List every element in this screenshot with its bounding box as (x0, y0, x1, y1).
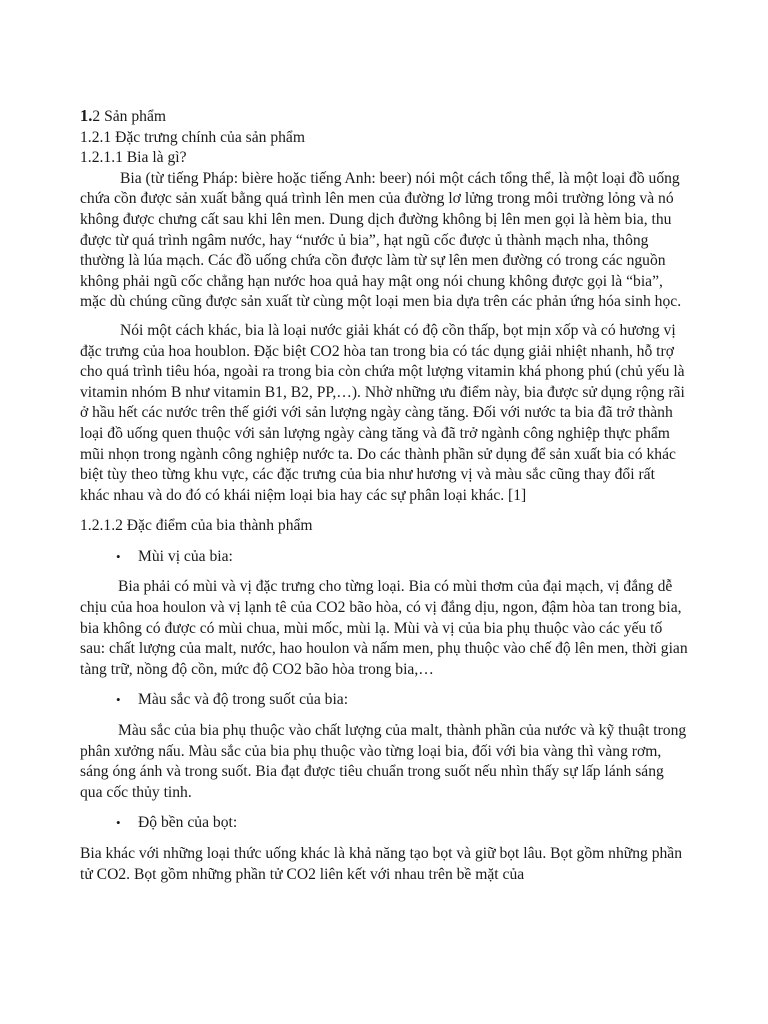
section-heading (80, 106, 688, 128)
bullet-taste (80, 547, 688, 568)
subsubsection-heading: 1.2.1.1 Bia là gì? (80, 149, 187, 167)
paragraph-color: Màu sắc của bia phụ thuộc vào chất lượng của malt, thành phần của nước và kỹ thuật trong phân xưởng nấu. Màu sắc của bia phụ thuộc vào từng loại bia, đối với bia vàng thì vàng rơm, sáng óng ánh và trong suốt. Bia đạt được tiêu chuẩn trong suốt nếu nhìn thấy sự lấp lánh sáng qua cốc thủy tinh. (80, 722, 687, 801)
bullet-label: Mùi vị của bia: (138, 547, 233, 565)
paragraph-taste: Bia phải có mùi và vị đặc trưng cho từng loại. Bia có mùi thơm của đại mạch, vị đắng dễ chịu của hoa houlon và vị lạnh tê của CO2 bão hòa, có vị đắng dịu, ngon, đậm hòa tan trong bia, bia không có được có mùi chua, mùi mốc, mùi lạ. Mùi và vị của bia phụ thuộc vào các yếu tố sau: chất lượng của malt, nước, hao houlon và nấm men, phụ thuộc vào chế độ lên men, thời gian tàng trữ, nồng độ cồn, mức độ CO2 bão hòa trong bia,… (80, 578, 688, 678)
section-heading-title: 2 Sản phẩm (92, 108, 167, 125)
bullet-icon: • (116, 548, 121, 564)
paragraph-definition: Bia (từ tiếng Pháp: bière hoặc tiếng Anh: beer) nói một cách tổng thể, là một loại đồ uống chứa cồn được sản xuất bằng quá trình lên men của đường lơ lửng trong môi trường lỏng và nó không được chưng cất sau khi lên men. Dung dịch đường không bị lên men gọi là hèm bia, thu được từ quá trình ngâm nước, hay “nước ủ bia”, hạt ngũ cốc được ủ thành mạch nha, thông thường là lúa mạch. Các đồ uống chứa cồn được làm từ sự lên men đường có trong các nguồn không phải ngũ cốc chẳng hạn nước hoa quả hay mật ong nói chung không được gọi là “bia”, mặc dù chúng cũng được sản xuất từ cùng một loại men bia dựa trên các phản ứng hóa sinh học. (80, 169, 682, 311)
bullet-icon: • (116, 692, 121, 708)
paragraph-foam: Bia khác với những loại thức uống khác là khả năng tạo bọt và giữ bọt lâu. Bọt gồm những phần tử CO2. Bọt gồm những phần tử CO2 liên kết với nhau trên bề mặt của (80, 845, 683, 883)
bullet-color (80, 690, 688, 711)
subsubsection-heading-characteristics: 1.2.1.2 Đặc điểm của bia thành phẩm (80, 517, 313, 535)
bullet-label: Độ bền của bọt: (138, 814, 238, 832)
bullet-label: Màu sắc và độ trong suốt của bia: (138, 691, 349, 709)
subsection-heading: 1.2.1 Đặc trưng chính của sản phẩm (80, 128, 305, 146)
bullet-foam (80, 813, 688, 834)
bullet-icon: • (116, 815, 121, 831)
document-page (80, 106, 688, 885)
paragraph-overview: Nói một cách khác, bia là loại nước giải khát có độ cồn thấp, bọt mịn xốp và có hương vị đặc trưng của hoa houblon. Đặc biệt CO2 hòa tan trong bia có tác dụng giải nhiệt nhanh, hỗ trợ cho quá trình tiêu hóa, ngoài ra trong bia còn chứa một lượng vitamin khá phong phú (chủ yếu là vitamin nhóm B như vitamin B1, B2, PP,…). Nhờ những ưu điểm này, bia được sử dụng rộng rãi ở hầu hết các nước trên thế giới với sản lượng ngày càng tăng. Đối với nước ta bia đã trở thành loại đồ uống quen thuộc với sản lượng ngày càng tăng và đã trở ngành công nghiệp thực phẩm mũi nhọn trong ngành công nghiệp nước ta. Do các thành phần sử dụng để sản xuất bia có khác biệt tùy theo từng khu vực, các đặc trưng của bia như hương vị và màu sắc cũng thay đổi rất khác nhau và do đó có khái niệm loại bia hay các sự phân loại khác. [1] (80, 321, 685, 504)
section-heading-number: 1. (80, 106, 93, 125)
